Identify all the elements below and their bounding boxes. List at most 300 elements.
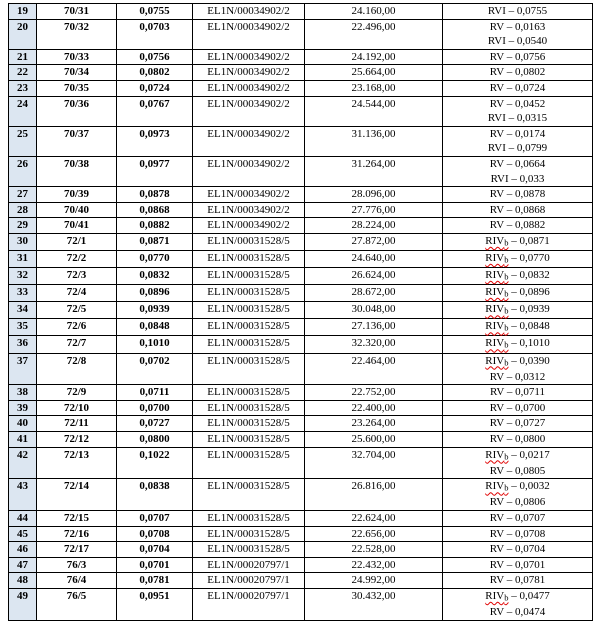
- category-subscript: b: [504, 451, 509, 462]
- cell-coefficient: 0,0878: [117, 187, 193, 203]
- cell-amount: 27.136,00: [305, 319, 443, 336]
- category-label: RV: [489, 81, 504, 94]
- cell-category-marks: [443, 65, 593, 81]
- cell-amount: 24.640,00: [305, 251, 443, 268]
- cell-amount: 31.136,00: [305, 126, 443, 156]
- cell-parcel-id: 70/31: [37, 4, 117, 20]
- cell-coefficient: 0,0781: [117, 573, 193, 589]
- category-mark-line: RV – 0,0707: [489, 512, 546, 524]
- category-mark-line: RV – 0,0802: [489, 66, 546, 79]
- table-row: [9, 65, 593, 81]
- cell-coefficient: 0,0848: [117, 319, 193, 336]
- cell-row-number: 19: [9, 4, 37, 20]
- cell-row-number: 20: [9, 19, 37, 49]
- cell-row-number: 49: [9, 588, 37, 620]
- cell-document-code: EL1N/00034902/2: [193, 19, 305, 49]
- cell-amount: 27.776,00: [305, 202, 443, 218]
- cell-document-code: EL1N/00031528/5: [193, 268, 305, 285]
- category-label: RIVb: [485, 269, 509, 282]
- cell-category-marks: [443, 588, 593, 620]
- cell-document-code: EL1N/00034902/2: [193, 65, 305, 81]
- cell-amount: 28.672,00: [305, 285, 443, 302]
- cell-document-code: EL1N/00034902/2: [193, 126, 305, 156]
- cell-coefficient: 0,0708: [117, 526, 193, 542]
- cell-category-marks: [443, 96, 593, 126]
- cell-coefficient: 0,0838: [117, 479, 193, 511]
- table-row: [9, 588, 593, 620]
- category-mark-line: RV – 0,0805: [489, 464, 546, 477]
- cell-coefficient: 0,0767: [117, 96, 193, 126]
- cell-document-code: EL1N/00031528/5: [193, 319, 305, 336]
- cell-category-marks: [443, 432, 593, 448]
- category-label: RV: [489, 401, 504, 414]
- cell-row-number: 44: [9, 511, 37, 527]
- category-subscript: b: [504, 357, 509, 368]
- cell-row-number: 32: [9, 268, 37, 285]
- cell-parcel-id: 70/38: [37, 156, 117, 186]
- cell-category-marks: [443, 447, 593, 479]
- cell-category-marks: [443, 385, 593, 401]
- cell-document-code: EL1N/00031528/5: [193, 233, 305, 250]
- cell-row-number: 37: [9, 353, 37, 385]
- cell-coefficient: 0,0707: [117, 511, 193, 527]
- category-subscript: b: [504, 482, 509, 493]
- cell-coefficient: 0,0704: [117, 542, 193, 558]
- category-mark-line: RV – 0,0452: [489, 97, 546, 110]
- cell-category-marks: [443, 268, 593, 285]
- category-label: RV: [489, 219, 504, 232]
- cell-row-number: 48: [9, 573, 37, 589]
- parcels-table: [8, 3, 593, 621]
- cell-category-marks: [443, 285, 593, 302]
- category-mark-line: RV – 0,0474: [489, 606, 546, 619]
- cell-document-code: EL1N/00034902/2: [193, 156, 305, 186]
- category-mark-line: RIVb – 0,0896: [485, 286, 550, 299]
- cell-amount: 22.464,00: [305, 353, 443, 385]
- cell-document-code: EL1N/00031528/5: [193, 432, 305, 448]
- cell-category-marks: [443, 80, 593, 96]
- cell-document-code: EL1N/00031528/5: [193, 336, 305, 353]
- cell-row-number: 36: [9, 336, 37, 353]
- category-label: RV: [489, 50, 504, 63]
- cell-amount: 27.872,00: [305, 233, 443, 250]
- cell-coefficient: 0,0756: [117, 49, 193, 65]
- cell-parcel-id: 72/12: [37, 432, 117, 448]
- cell-coefficient: 0,0755: [117, 4, 193, 20]
- table-row: [9, 80, 593, 96]
- cell-coefficient: 0,0871: [117, 233, 193, 250]
- cell-document-code: EL1N/00020797/1: [193, 557, 305, 573]
- cell-row-number: 40: [9, 416, 37, 432]
- table-row: [9, 526, 593, 542]
- category-label: RV: [489, 386, 505, 399]
- category-subscript: b: [504, 237, 509, 248]
- cell-amount: 24.160,00: [305, 4, 443, 20]
- cell-category-marks: [443, 336, 593, 353]
- cell-coefficient: 0,0896: [117, 285, 193, 302]
- cell-row-number: 33: [9, 285, 37, 302]
- category-subscript: b: [504, 305, 509, 316]
- category-mark-line: RV – 0,0700: [489, 401, 546, 414]
- cell-document-code: EL1N/00034902/2: [193, 4, 305, 20]
- table-row: [9, 336, 593, 353]
- cell-amount: 30.432,00: [305, 588, 443, 620]
- category-mark-line: RVI – 0,0315: [487, 112, 548, 125]
- table-row: [9, 233, 593, 250]
- category-label: RV: [489, 433, 504, 446]
- category-mark-line: RIVb – 0,0871: [485, 234, 550, 248]
- cell-document-code: EL1N/00031528/5: [193, 400, 305, 416]
- cell-category-marks: [443, 49, 593, 65]
- cell-category-marks: [443, 542, 593, 558]
- cell-category-marks: [443, 19, 593, 49]
- cell-parcel-id: 70/41: [37, 218, 117, 234]
- cell-coefficient: 0,0770: [117, 251, 193, 268]
- cell-parcel-id: 70/36: [37, 96, 117, 126]
- cell-document-code: EL1N/00031528/5: [193, 447, 305, 479]
- cell-category-marks: [443, 511, 593, 527]
- category-mark-line: RIVb – 0,0390: [485, 354, 550, 368]
- category-subscript: b: [504, 322, 509, 333]
- cell-amount: 22.432,00: [305, 557, 443, 573]
- category-mark-line: RV – 0,0882: [489, 219, 546, 232]
- table-row: [9, 19, 593, 49]
- cell-amount: 22.496,00: [305, 19, 443, 49]
- cell-coefficient: 0,0703: [117, 19, 193, 49]
- category-label: RVI: [487, 35, 506, 48]
- cell-row-number: 39: [9, 400, 37, 416]
- table-row: [9, 187, 593, 203]
- category-label: RIVb: [485, 448, 509, 462]
- category-mark-line: RIVb – 0,1010: [485, 337, 550, 350]
- cell-coefficient: 0,0727: [117, 416, 193, 432]
- cell-document-code: EL1N/00031528/5: [193, 353, 305, 385]
- table-row: [9, 542, 593, 558]
- cell-parcel-id: 72/6: [37, 319, 117, 336]
- table-row: [9, 251, 593, 268]
- category-mark-line: RIVb – 0,0848: [485, 320, 550, 333]
- category-label: RIVb: [485, 252, 509, 265]
- cell-amount: 22.528,00: [305, 542, 443, 558]
- cell-category-marks: [443, 187, 593, 203]
- cell-amount: 32.704,00: [305, 447, 443, 479]
- cell-document-code: EL1N/00034902/2: [193, 218, 305, 234]
- category-mark-line: RVI – 0,033: [490, 172, 545, 185]
- cell-parcel-id: 70/40: [37, 202, 117, 218]
- category-label: RV: [489, 512, 504, 524]
- category-mark-line: RVI – 0,0540: [487, 35, 548, 48]
- cell-parcel-id: 72/1: [37, 233, 117, 250]
- cell-coefficient: 0,0724: [117, 80, 193, 96]
- table-row: [9, 202, 593, 218]
- category-label: RV: [489, 203, 504, 216]
- cell-amount: 28.224,00: [305, 218, 443, 234]
- cell-category-marks: [443, 319, 593, 336]
- category-mark-line: RVI – 0,0799: [487, 142, 548, 155]
- cell-coefficient: 0,1022: [117, 447, 193, 479]
- cell-document-code: EL1N/00034902/2: [193, 49, 305, 65]
- table-row: [9, 302, 593, 319]
- category-label: RV: [489, 370, 504, 383]
- category-mark-line: RV – 0,0664: [489, 157, 546, 170]
- cell-category-marks: [443, 479, 593, 511]
- cell-parcel-id: 72/9: [37, 385, 117, 401]
- category-label: RV: [489, 464, 504, 477]
- table-row: [9, 432, 593, 448]
- cell-coefficient: 0,0951: [117, 588, 193, 620]
- cell-row-number: 45: [9, 526, 37, 542]
- cell-category-marks: [443, 302, 593, 319]
- cell-row-number: 35: [9, 319, 37, 336]
- cell-document-code: EL1N/00034902/2: [193, 202, 305, 218]
- category-mark-line: RV – 0,0756: [489, 50, 546, 63]
- category-mark-line: RVI – 0,0755: [487, 5, 548, 17]
- cell-amount: 23.168,00: [305, 80, 443, 96]
- cell-coefficient: 0,0802: [117, 65, 193, 81]
- cell-row-number: 23: [9, 80, 37, 96]
- table-row: [9, 49, 593, 65]
- category-mark-line: RV – 0,0701: [489, 558, 546, 571]
- cell-row-number: 28: [9, 202, 37, 218]
- cell-parcel-id: 70/37: [37, 126, 117, 156]
- category-label: RV: [489, 558, 504, 571]
- category-mark-line: RIVb – 0,0032: [485, 480, 550, 493]
- cell-parcel-id: 72/7: [37, 336, 117, 353]
- category-mark-line: RV – 0,0724: [489, 81, 546, 94]
- cell-parcel-id: 76/3: [37, 557, 117, 573]
- category-mark-line: RIVb – 0,0217: [485, 448, 550, 462]
- category-mark-line: RIVb – 0,0770: [485, 252, 550, 265]
- category-label: RVI: [487, 112, 506, 125]
- category-label: RV: [489, 188, 504, 201]
- cell-parcel-id: 76/5: [37, 588, 117, 620]
- category-mark-line: RV – 0,0800: [489, 433, 546, 446]
- cell-category-marks: [443, 156, 593, 186]
- category-label: RVI: [490, 172, 509, 185]
- category-subscript: b: [504, 339, 509, 350]
- category-label: RVI: [487, 5, 506, 17]
- table-row: [9, 4, 593, 20]
- table-row: [9, 511, 593, 527]
- cell-coefficient: 0,0701: [117, 557, 193, 573]
- cell-document-code: EL1N/00031528/5: [193, 385, 305, 401]
- cell-category-marks: [443, 218, 593, 234]
- cell-row-number: 26: [9, 156, 37, 186]
- table-row: [9, 353, 593, 385]
- category-label: RV: [489, 66, 504, 79]
- cell-amount: 25.664,00: [305, 65, 443, 81]
- table-row: [9, 557, 593, 573]
- category-label: RIVb: [485, 589, 509, 603]
- category-label: RV: [489, 20, 504, 33]
- cell-amount: 22.400,00: [305, 400, 443, 416]
- category-label: RIVb: [485, 337, 509, 350]
- category-label: RV: [489, 97, 504, 110]
- category-mark-line: RV – 0,0312: [489, 370, 546, 383]
- cell-coefficient: 0,0800: [117, 432, 193, 448]
- cell-document-code: EL1N/00031528/5: [193, 479, 305, 511]
- category-mark-line: RV – 0,0727: [489, 417, 546, 430]
- cell-parcel-id: 70/34: [37, 65, 117, 81]
- cell-row-number: 38: [9, 385, 37, 401]
- cell-document-code: EL1N/00034902/2: [193, 96, 305, 126]
- cell-parcel-id: 72/10: [37, 400, 117, 416]
- cell-coefficient: 0,0702: [117, 353, 193, 385]
- category-label: RV: [489, 606, 504, 619]
- cell-document-code: EL1N/00034902/2: [193, 187, 305, 203]
- category-label: RIVb: [485, 234, 509, 248]
- cell-row-number: 41: [9, 432, 37, 448]
- cell-category-marks: [443, 251, 593, 268]
- cell-amount: 30.048,00: [305, 302, 443, 319]
- cell-document-code: EL1N/00020797/1: [193, 588, 305, 620]
- category-label: RV: [489, 496, 504, 509]
- category-mark-line: RV – 0,0708: [489, 527, 546, 540]
- cell-parcel-id: 72/15: [37, 511, 117, 527]
- cell-category-marks: [443, 353, 593, 385]
- category-mark-line: RIVb – 0,0477: [485, 589, 550, 603]
- cell-amount: 22.752,00: [305, 385, 443, 401]
- category-mark-line: RV – 0,0704: [489, 543, 546, 556]
- cell-coefficient: 0,0711: [117, 385, 193, 401]
- cell-row-number: 42: [9, 447, 37, 479]
- cell-document-code: EL1N/00034902/2: [193, 80, 305, 96]
- cell-parcel-id: 70/35: [37, 80, 117, 96]
- category-label: RIVb: [485, 303, 509, 316]
- cell-parcel-id: 72/11: [37, 416, 117, 432]
- cell-row-number: 34: [9, 302, 37, 319]
- category-subscript: b: [504, 592, 509, 603]
- category-subscript: b: [504, 254, 509, 265]
- cell-amount: 31.264,00: [305, 156, 443, 186]
- cell-category-marks: [443, 233, 593, 250]
- cell-row-number: 29: [9, 218, 37, 234]
- category-mark-line: RV – 0,0806: [489, 496, 546, 509]
- cell-coefficient: 0,0882: [117, 218, 193, 234]
- cell-amount: 26.816,00: [305, 479, 443, 511]
- category-mark-line: RIVb – 0,0939: [485, 303, 550, 316]
- cell-amount: 24.192,00: [305, 49, 443, 65]
- category-subscript: b: [504, 288, 509, 299]
- cell-parcel-id: 70/33: [37, 49, 117, 65]
- table-row: [9, 156, 593, 186]
- cell-parcel-id: 72/17: [37, 542, 117, 558]
- category-subscript: b: [504, 271, 509, 282]
- cell-row-number: 22: [9, 65, 37, 81]
- category-label: RV: [489, 417, 504, 430]
- cell-coefficient: 0,0832: [117, 268, 193, 285]
- table-row: [9, 218, 593, 234]
- category-label: RIVb: [485, 320, 509, 333]
- table-row: [9, 285, 593, 302]
- cell-row-number: 24: [9, 96, 37, 126]
- category-mark-line: RV – 0,0163: [489, 20, 546, 33]
- cell-amount: 22.624,00: [305, 511, 443, 527]
- cell-document-code: EL1N/00031528/5: [193, 302, 305, 319]
- table-body: [9, 4, 593, 621]
- category-mark-line: RIVb – 0,0832: [485, 269, 550, 282]
- cell-row-number: 21: [9, 49, 37, 65]
- cell-parcel-id: 70/32: [37, 19, 117, 49]
- category-mark-line: RV – 0,0878: [489, 188, 546, 201]
- cell-amount: 22.656,00: [305, 526, 443, 542]
- category-label: RVI: [487, 142, 506, 155]
- category-label: RIVb: [485, 286, 509, 299]
- cell-coefficient: 0,0868: [117, 202, 193, 218]
- table-row: [9, 479, 593, 511]
- cell-document-code: EL1N/00031528/5: [193, 251, 305, 268]
- cell-amount: 23.264,00: [305, 416, 443, 432]
- cell-parcel-id: 72/3: [37, 268, 117, 285]
- cell-category-marks: [443, 416, 593, 432]
- cell-parcel-id: 72/2: [37, 251, 117, 268]
- category-label: RV: [489, 127, 504, 140]
- cell-amount: 25.600,00: [305, 432, 443, 448]
- cell-category-marks: [443, 526, 593, 542]
- cell-coefficient: 0,0973: [117, 126, 193, 156]
- cell-coefficient: 0,0700: [117, 400, 193, 416]
- cell-parcel-id: 72/13: [37, 447, 117, 479]
- cell-document-code: EL1N/00031528/5: [193, 416, 305, 432]
- cell-coefficient: 0,1010: [117, 336, 193, 353]
- table-row: [9, 385, 593, 401]
- category-mark-line: RV – 0,0781: [489, 574, 546, 587]
- cell-parcel-id: 72/14: [37, 479, 117, 511]
- cell-row-number: 47: [9, 557, 37, 573]
- cell-parcel-id: 72/8: [37, 353, 117, 385]
- cell-parcel-id: 70/39: [37, 187, 117, 203]
- cell-row-number: 25: [9, 126, 37, 156]
- cell-row-number: 31: [9, 251, 37, 268]
- table-row: [9, 416, 593, 432]
- category-label: RV: [489, 157, 504, 170]
- cell-row-number: 30: [9, 233, 37, 250]
- cell-category-marks: [443, 400, 593, 416]
- table-row: [9, 319, 593, 336]
- cell-coefficient: 0,0977: [117, 156, 193, 186]
- cell-amount: 26.624,00: [305, 268, 443, 285]
- category-mark-line: RV – 0,0174: [489, 127, 546, 140]
- cell-row-number: 46: [9, 542, 37, 558]
- table-row: [9, 447, 593, 479]
- cell-parcel-id: 76/4: [37, 573, 117, 589]
- category-mark-line: RV – 0,0868: [489, 203, 546, 216]
- category-label: RV: [489, 543, 504, 556]
- cell-parcel-id: 72/5: [37, 302, 117, 319]
- cell-document-code: EL1N/00031528/5: [193, 511, 305, 527]
- cell-category-marks: [443, 126, 593, 156]
- cell-amount: 24.544,00: [305, 96, 443, 126]
- cell-amount: 32.320,00: [305, 336, 443, 353]
- category-label: RV: [489, 527, 504, 540]
- table-row: [9, 268, 593, 285]
- cell-category-marks: [443, 4, 593, 20]
- cell-category-marks: [443, 557, 593, 573]
- cell-category-marks: [443, 202, 593, 218]
- cell-parcel-id: 72/4: [37, 285, 117, 302]
- cell-row-number: 27: [9, 187, 37, 203]
- table-row: [9, 96, 593, 126]
- cell-document-code: EL1N/00031528/5: [193, 285, 305, 302]
- cell-amount: 28.096,00: [305, 187, 443, 203]
- table-row: [9, 126, 593, 156]
- cell-document-code: EL1N/00020797/1: [193, 573, 305, 589]
- table-row: [9, 400, 593, 416]
- cell-row-number: 43: [9, 479, 37, 511]
- cell-document-code: EL1N/00031528/5: [193, 542, 305, 558]
- category-label: RIVb: [485, 354, 509, 368]
- cell-document-code: EL1N/00031528/5: [193, 526, 305, 542]
